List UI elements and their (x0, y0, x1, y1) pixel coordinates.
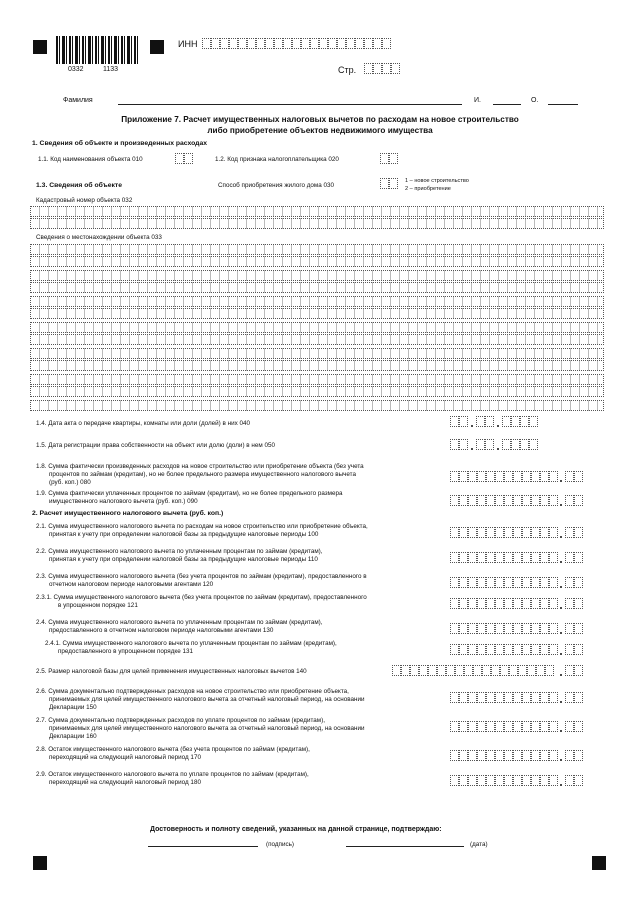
decimal-point (560, 632, 562, 634)
page-number-field[interactable] (364, 63, 400, 74)
section13-heading: 1.3. Сведения об объекте (36, 182, 122, 189)
field-121-label-1: 2.3.1. Сумма имущественного налогового вычета (без учета процентов по займам (кредитам), предоставленного (36, 594, 367, 601)
field-110-label-1: 2.2. Сумма имущественного налогового вычета по уплаченным процентам по займам (кредитам), (36, 548, 323, 555)
surname-field[interactable] (118, 104, 462, 105)
decimal-point (560, 536, 562, 538)
signature-label: (подпись) (266, 841, 294, 848)
cadastral-row-2[interactable] (30, 218, 604, 229)
appendix-title-line1: Приложение 7. Расчет имущественных налоговых вычетов по расходам на новое строительство (121, 115, 519, 124)
initial-i-label: И. (474, 97, 481, 104)
corner-marker-bottom-right (592, 856, 606, 870)
field-020-input[interactable] (380, 153, 398, 164)
location-row-11[interactable] (30, 374, 604, 385)
field-080-label-2: процентов по займам (кредитам), но не более предельного размера имущественного налогового вычета (49, 471, 356, 478)
field-121-rub[interactable] (450, 598, 558, 609)
acq-option-2: 2 – приобретение (405, 186, 451, 192)
decimal-point (560, 480, 562, 482)
field-150-label-1: 2.6. Сумма документально подтвержденных расходов на новое строительство или приобретение объекта, (36, 688, 349, 695)
field-080-label-1: 1.8. Сумма фактически произведенных расходов на новое строительство или приобретение объекта (без учета (36, 463, 364, 470)
field-110-label-2: принятая к учету при определении налоговой базы за предыдущие налоговые периоды 110 (49, 556, 318, 563)
field-180-label-2: переходящий на следующий налоговый период 180 (49, 779, 201, 786)
location-row-10[interactable] (30, 360, 604, 371)
location-row-13[interactable] (30, 400, 604, 411)
decimal-point (560, 701, 562, 703)
field-150-rub[interactable] (450, 692, 558, 703)
location-row-2[interactable] (30, 256, 604, 267)
field-100-label-2: принятая к учету при определении налоговой базы за предыдущие налоговые периоды 100 (49, 531, 319, 538)
decimal-point (560, 607, 562, 609)
field-120-kop[interactable] (565, 577, 583, 588)
date-separator (497, 425, 499, 427)
location-row-4[interactable] (30, 282, 604, 293)
field-170-rub[interactable] (450, 750, 558, 761)
barcode-image (56, 36, 138, 64)
field-160-kop[interactable] (565, 721, 583, 732)
date-field[interactable] (346, 846, 464, 847)
surname-label: Фамилия (63, 97, 93, 104)
field-032-label: Кадастровый номер объекта 032 (36, 197, 133, 204)
field-110-kop[interactable] (565, 552, 583, 563)
page-label: Стр. (338, 65, 357, 75)
field-170-kop[interactable] (565, 750, 583, 761)
field-030-input[interactable] (380, 178, 398, 189)
location-row-12[interactable] (30, 386, 604, 397)
cadastral-row-1[interactable] (30, 206, 604, 217)
field-130-rub[interactable] (450, 623, 558, 634)
decimal-point (560, 653, 562, 655)
field-090-rub[interactable] (450, 495, 558, 506)
field-120-rub[interactable] (450, 577, 558, 588)
barcode-number-2: 1133 (103, 66, 119, 73)
field-160-label-3: Декларации 160 (49, 733, 97, 740)
field-131-kop[interactable] (565, 644, 583, 655)
field-090-label-2: имущественного налогового вычета (руб. коп.) 090 (49, 498, 198, 505)
appendix-title-line2: либо приобретение объектов недвижимого имущества (207, 126, 433, 135)
field-180-kop[interactable] (565, 775, 583, 786)
field-150-kop[interactable] (565, 692, 583, 703)
field-110-rub[interactable] (450, 552, 558, 563)
corner-marker-top-mid (150, 40, 164, 54)
decimal-point (560, 561, 562, 563)
field-150-label-2: принимаемых для целей имущественного налогового вычета за отчетный налоговый период, на основании (49, 696, 365, 703)
date-separator (497, 448, 499, 450)
location-row-6[interactable] (30, 308, 604, 319)
location-row-8[interactable] (30, 334, 604, 345)
field-020-label: 1.2. Код признака налогоплательщика 020 (215, 156, 339, 163)
field-140-rub[interactable] (392, 665, 554, 676)
date-separator (471, 425, 473, 427)
initial-o-field[interactable] (548, 104, 578, 105)
field-080-rub[interactable] (450, 471, 558, 482)
field-080-label-3: (руб. коп.) 080 (49, 479, 91, 486)
field-130-kop[interactable] (565, 623, 583, 634)
field-180-rub[interactable] (450, 775, 558, 786)
section2-heading: 2. Расчет имущественного налогового вычета (руб. коп.) (32, 510, 224, 517)
inn-field[interactable] (202, 38, 391, 49)
field-130-label-1: 2.4. Сумма имущественного налогового вычета по уплаченным процентам по займам (кредитам), (36, 619, 323, 626)
field-131-rub[interactable] (450, 644, 558, 655)
field-030-label: Способ приобретения жилого дома 030 (218, 182, 334, 189)
field-160-label-1: 2.7. Сумма документально подтвержденных расходов по уплате процентов по займам (кредитам), (36, 717, 325, 724)
field-080-kop[interactable] (565, 471, 583, 482)
decimal-point (560, 730, 562, 732)
field-040-year[interactable] (502, 416, 538, 427)
field-160-label-2: принимаемых для целей имущественного налогового вычета за отчетный налоговый период, на основании (49, 725, 365, 732)
field-040-month[interactable] (476, 416, 494, 427)
field-050-year[interactable] (502, 439, 538, 450)
field-040-label: 1.4. Дата акта о передаче квартиры, комнаты или доли (долей) в них 040 (36, 420, 251, 427)
field-010-input[interactable] (175, 153, 193, 164)
date-label: (дата) (470, 841, 488, 848)
decimal-point (560, 784, 562, 786)
field-090-kop[interactable] (565, 495, 583, 506)
location-row-5[interactable] (30, 296, 604, 307)
date-separator (471, 448, 473, 450)
section1-heading: 1. Сведения об объекте и произведенных расходах (32, 140, 208, 147)
acq-option-1: 1 – новое строительство (405, 178, 469, 184)
field-140-label: 2.5. Размер налоговой базы для целей применения имущественных налоговых вычетов 140 (36, 668, 307, 675)
initial-o-label: О. (531, 97, 539, 104)
field-160-rub[interactable] (450, 721, 558, 732)
location-row-3[interactable] (30, 270, 604, 281)
field-140-kop[interactable] (565, 665, 583, 676)
field-050-label: 1.5. Дата регистрации права собственности на объект или долю (доли) в нем 050 (36, 442, 275, 449)
field-131-label-1: 2.4.1. Сумма имущественного налогового вычета по уплаченным процентам по займам (кредитам), (45, 640, 337, 647)
field-130-label-2: предоставленного в отчетном налоговом периоде налоговыми агентами 130 (49, 627, 274, 634)
field-050-day[interactable] (450, 439, 468, 450)
location-row-1[interactable] (30, 244, 604, 255)
decimal-point (560, 586, 562, 588)
field-131-label-2: предоставленного в упрощенном порядке 131 (58, 648, 193, 655)
field-120-label-1: 2.3. Сумма имущественного налогового вычета (без учета процентов по займам (кредитам), предоставленного в (36, 573, 367, 580)
initial-i-field[interactable] (493, 104, 521, 105)
field-121-kop[interactable] (565, 598, 583, 609)
field-100-label-1: 2.1. Сумма имущественного налогового вычета по расходам на новое строительство или приобретение объекта, (36, 523, 368, 530)
decimal-point (560, 674, 562, 676)
field-100-rub[interactable] (450, 527, 558, 538)
decimal-point (560, 759, 562, 761)
confirmation-text: Достоверность и полноту сведений, указанных на данной странице, подтверждаю: (150, 826, 442, 833)
field-170-label-1: 2.8. Остаток имущественного налогового вычета (без учета процентов по займам (кредитам), (36, 746, 310, 753)
field-170-label-2: переходящий на следующий налоговый период 170 (49, 754, 201, 761)
field-033-label: Сведения о местонахождении объекта 033 (36, 234, 162, 241)
inn-label: ИНН (178, 39, 198, 49)
decimal-point (560, 504, 562, 506)
corner-marker-top-left (33, 40, 47, 54)
field-121-label-2: в упрощенном порядке 121 (58, 602, 138, 609)
field-180-label-1: 2.9. Остаток имущественного налогового вычета по уплате процентов по займам (кредитам), (36, 771, 309, 778)
field-150-label-3: Декларации 150 (49, 704, 97, 711)
field-010-label: 1.1. Код наименования объекта 010 (38, 156, 143, 163)
field-050-month[interactable] (476, 439, 494, 450)
location-row-9[interactable] (30, 348, 604, 359)
field-120-label-2: отчетном налоговом периоде налоговыми агентами 120 (49, 581, 214, 588)
location-row-7[interactable] (30, 322, 604, 333)
barcode-number-1: 0332 (68, 66, 84, 73)
corner-marker-bottom-left (33, 856, 47, 870)
signature-field[interactable] (148, 846, 258, 847)
field-090-label-1: 1.9. Сумма фактически уплаченных процентов по займам (кредитам), но не более предельного размера (36, 490, 343, 497)
field-040-day[interactable] (450, 416, 468, 427)
field-100-kop[interactable] (565, 527, 583, 538)
